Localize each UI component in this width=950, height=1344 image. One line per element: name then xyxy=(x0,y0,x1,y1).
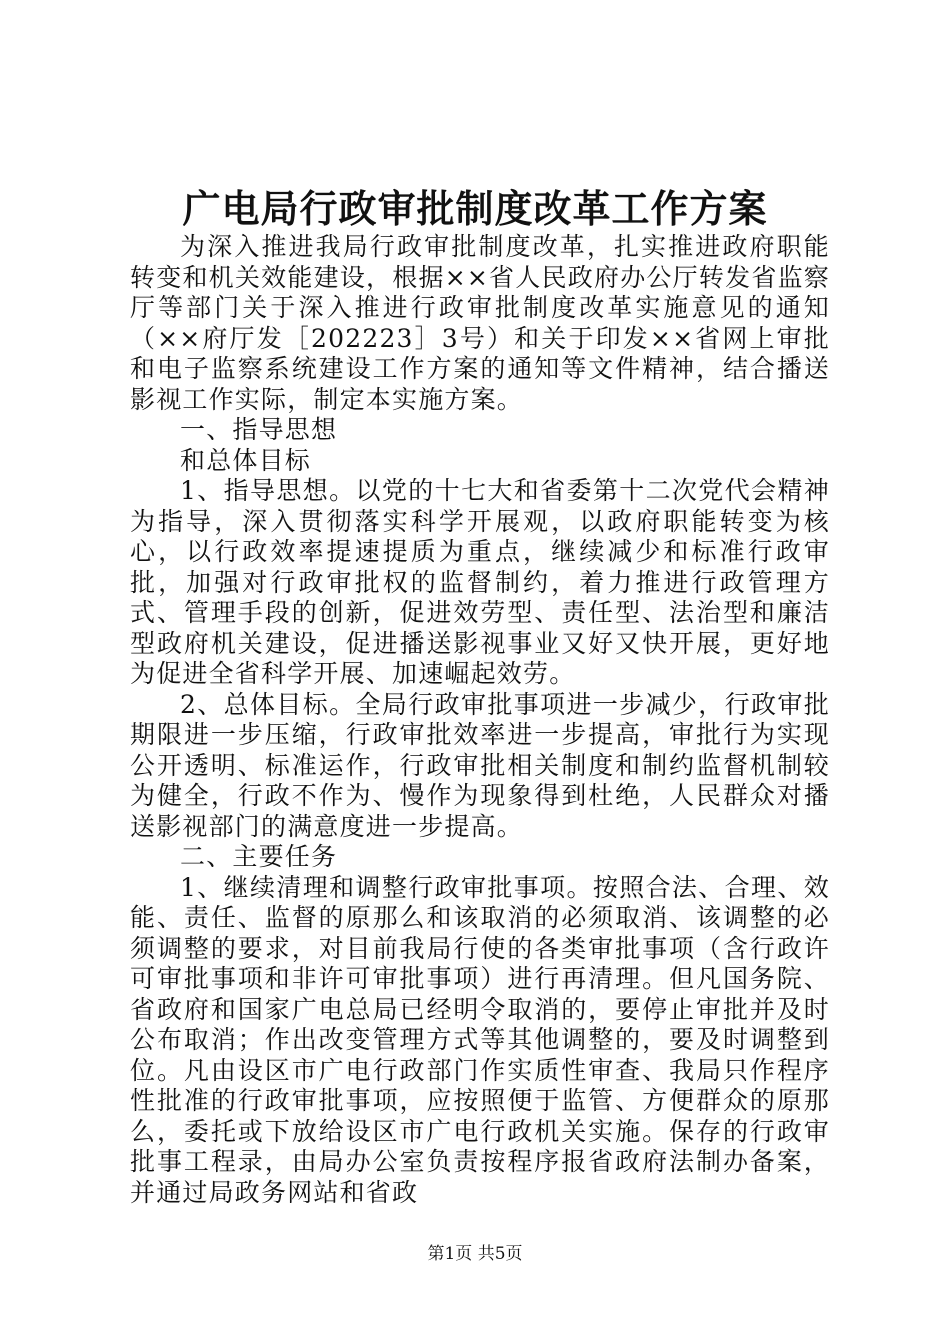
document-body xyxy=(130,232,830,1208)
heading-main-tasks: 二、主要任务 xyxy=(180,842,338,871)
paragraph-guiding-thought: 1、指导思想。以党的十七大和省委第十二次党代会精神为指导，深入贯彻落实科学开展观，以政府职能转变为核心，以行政效率提速提质为重点，继续减少和标准行政审批，加强对行政审批权的监督制约，着力推进行政管理方式、管理手段的创新，促进效劳型、责任型、法治型和廉洁型政府机关建设，促进播送影视事业又好又快开展，更好地为促进全省科学开展、加速崛起效劳。 xyxy=(130,476,830,688)
document-title: 广电局行政审批制度改革工作方案 xyxy=(182,186,768,231)
paragraph-overall-goal: 2、总体目标。全局行政审批事项进一步减少，行政审批期限进一步压缩，行政审批效率进一步提高，审批行为实现公开透明、标准运作，行政审批相关制度和制约监督机制较为健全，行政不作为、慢作为现象得到杜绝，人民群众对播送影视部门的满意度进一步提高。 xyxy=(130,689,830,841)
heading-guiding-thought: 一、指导思想 xyxy=(180,415,338,444)
paragraph-task-1: 1、继续清理和调整行政审批事项。按照合法、合理、效能、责任、监督的原那么和该取消的必须取消、该调整的必须调整的要求，对目前我局行使的各类审批事项（含行政许可审批事项和非许可审批事项）进行再清理。但凡国务院、省政府和国家广电总局已经明令取消的，要停止审批并及时公布取消；作出改变管理方式等其他调整的，要及时调整到位。凡由设区市广电行政部门作实质性审查、我局只作程序性批准的行政审批事项，应按照便于监管、方便群众的原那么，委托或下放给设区市广电行政机关实施。保存的行政审批事工程录，由局办公室负责按程序报省政府法制办备案，并通过局政务网站和省政 xyxy=(130,872,830,1207)
paragraph-intro: 为深入推进我局行政审批制度改革，扎实推进政府职能转变和机关效能建设，根据××省人民政府办公厅转发省监察厅等部门关于深入推进行政审批制度改革实施意见的通知（××府厅发［202223］3号）和关于印发××省网上审批和电子监察系统建设工作方案的通知等文件精神，结合播送影视工作实际，制定本实施方案。 xyxy=(130,232,830,414)
page-footer: 第1页 共5页 xyxy=(427,1244,523,1264)
heading-overall-goal: 和总体目标 xyxy=(180,445,312,475)
